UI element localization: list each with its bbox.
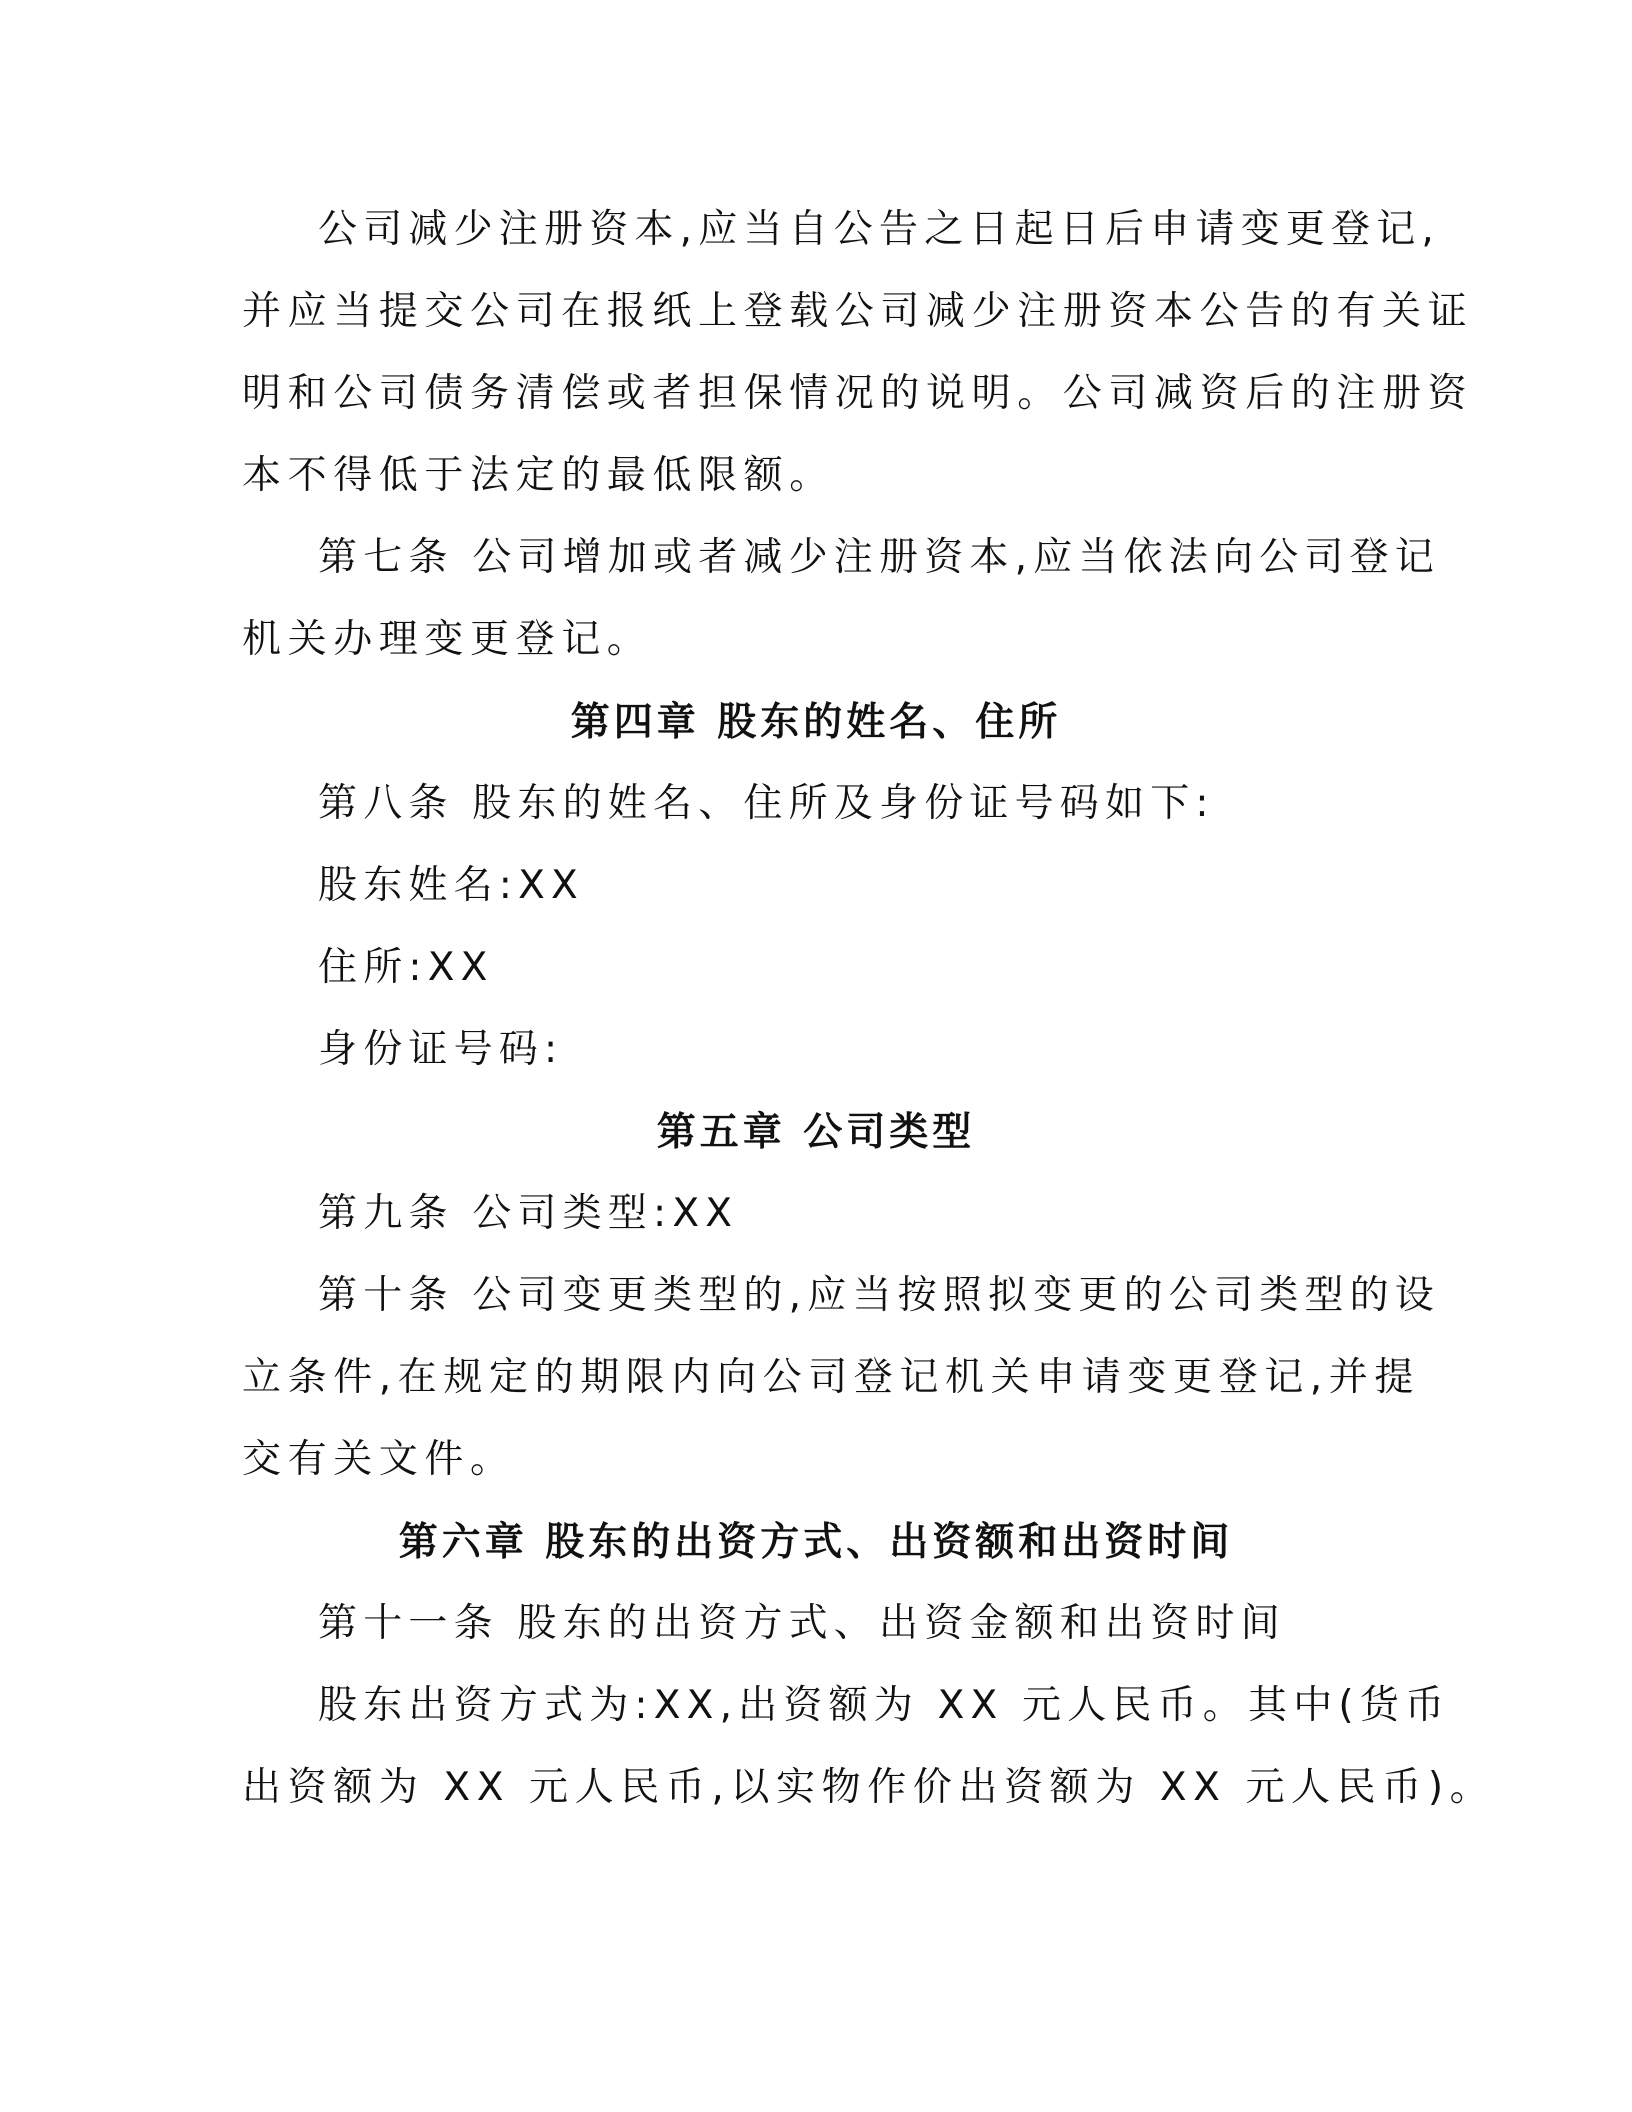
chapter-6-title: 第六章 股东的出资方式、出资额和出资时间 (398, 1519, 1234, 1565)
paragraph-line: 公司减少注册资本,应当自公告之日起日后申请变更登记, (318, 207, 1440, 252)
shareholder-address: 住所:XX (318, 945, 494, 990)
shareholder-name: 股东姓名:XX (318, 863, 584, 908)
article-7-line: 机关办理变更登记。 (242, 617, 653, 662)
paragraph-line: 本不得低于法定的最低限额。 (242, 453, 835, 498)
article-10-line: 立条件,在规定的期限内向公司登记机关申请变更登记,并提 (242, 1355, 1420, 1400)
contribution-line: 股东出资方式为:XX,出资额为 XX 元人民币。其中(货币 (318, 1683, 1451, 1728)
article-10-line: 交有关文件。 (242, 1437, 516, 1482)
chapter-4-title: 第四章 股东的姓名、住所 (570, 699, 1062, 745)
article-9: 第九条 公司类型:XX (318, 1191, 739, 1236)
shareholder-id-number: 身份证号码: (318, 1027, 564, 1072)
paragraph-line: 明和公司债务清偿或者担保情况的说明。公司减资后的注册资 (242, 371, 1474, 416)
paragraph-line: 并应当提交公司在报纸上登载公司减少注册资本公告的有关证 (242, 289, 1474, 334)
chapter-5-title: 第五章 公司类型 (656, 1109, 976, 1155)
article-10-line: 第十条 公司变更类型的,应当按照拟变更的公司类型的设 (318, 1273, 1440, 1318)
article-8: 第八条 股东的姓名、住所及身份证号码如下: (318, 781, 1215, 826)
contribution-line: 出资额为 XX 元人民币,以实物作价出资额为 XX 元人民币)。 (242, 1765, 1496, 1810)
article-11: 第十一条 股东的出资方式、出资金额和出资时间 (318, 1601, 1286, 1646)
article-7-line: 第七条 公司增加或者减少注册资本,应当依法向公司登记 (318, 535, 1440, 580)
